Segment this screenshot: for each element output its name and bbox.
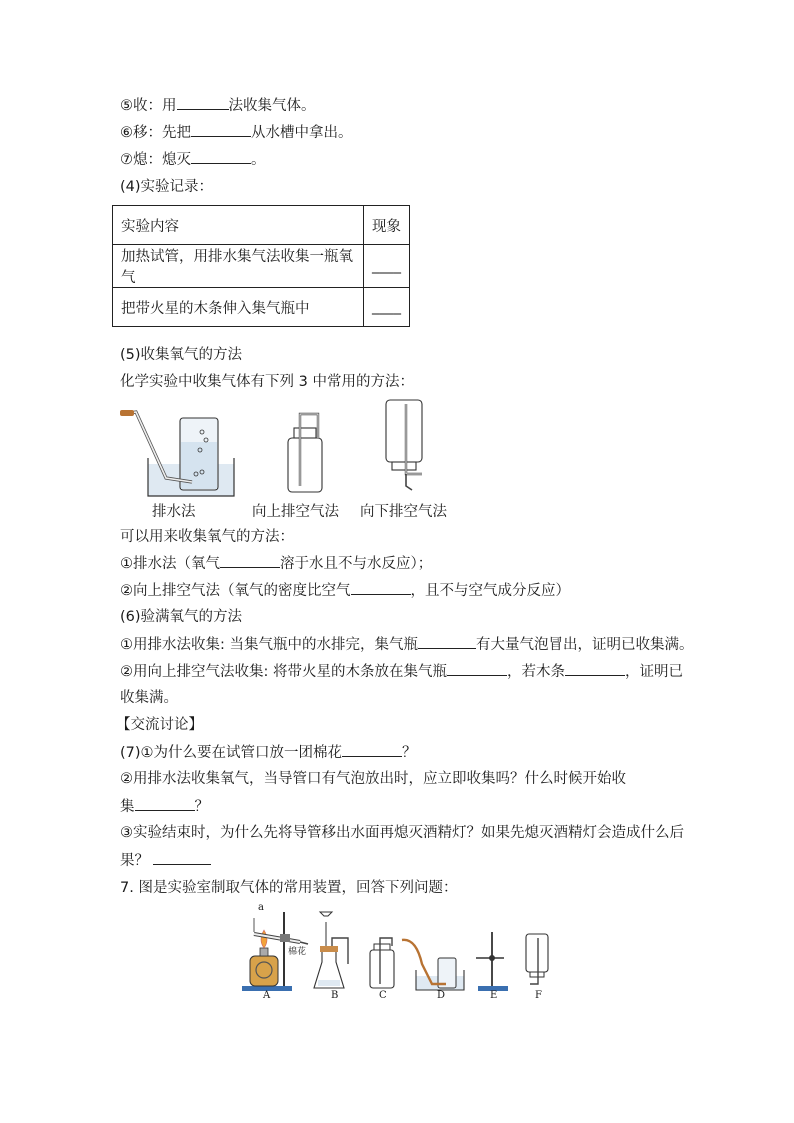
table-header: 现象 bbox=[364, 206, 410, 245]
methods-heading: (5)收集氧气的方法 bbox=[120, 347, 243, 363]
step-collect: ⑤收：用 法收集气体。 bbox=[120, 95, 316, 116]
answer-blank[interactable] bbox=[177, 95, 229, 110]
question-7-title: 7. 图是实验室制取气体的常用装置，回答下列问题： bbox=[120, 880, 458, 896]
step-move: ⑥移：先把 从水槽中拿出。 bbox=[120, 122, 353, 143]
downward-air-displacement-figure bbox=[378, 396, 428, 494]
table-row bbox=[113, 288, 410, 327]
step-extinguish: ⑦熄：熄灭 。 bbox=[120, 149, 266, 170]
methods-intro: 化学实验中收集气体有下列 3 中常用的方法： bbox=[120, 374, 414, 390]
apparatus-label: E bbox=[490, 990, 498, 1001]
answer-blank[interactable] bbox=[191, 122, 251, 137]
answer-blank[interactable] bbox=[153, 850, 211, 865]
answer-blank[interactable] bbox=[447, 661, 507, 676]
tube-label: a bbox=[258, 902, 264, 913]
question-2-continued: 集 ？ bbox=[120, 796, 209, 817]
table-cell-answer[interactable]: ____ bbox=[364, 245, 410, 288]
table-row bbox=[113, 245, 410, 288]
method-2: ②向上排空气法（氧气的密度比空气 ，且不与空气成分反应） bbox=[120, 580, 570, 601]
answer-blank[interactable] bbox=[220, 553, 280, 568]
answer-blank[interactable] bbox=[565, 661, 625, 676]
check-heading: (6)验满氧气的方法 bbox=[120, 609, 243, 625]
answer-blank[interactable] bbox=[351, 580, 411, 595]
figure-caption: 向上排空气法 bbox=[252, 504, 339, 520]
apparatus-label: D bbox=[437, 990, 446, 1001]
answer-blank[interactable] bbox=[342, 742, 402, 757]
question-3: ③实验结束时，为什么先将导管移出水面再熄灭酒精灯？如果先熄灭酒精灯会造成什么后 bbox=[120, 825, 684, 841]
question-2: ②用排水法收集氧气，当导管口有气泡放出时，应立即收集吗？什么时候开始收 bbox=[120, 771, 626, 787]
figure-caption: 向下排空气法 bbox=[360, 504, 447, 520]
usable-methods-intro: 可以用来收集氧气的方法： bbox=[120, 529, 294, 545]
apparatus-label: B bbox=[331, 990, 339, 1001]
upward-air-displacement-figure bbox=[278, 402, 328, 496]
check-2: ②用向上排空气法收集: 将带火星的木条放在集气瓶 ，若木条 ，证明已 bbox=[120, 661, 683, 682]
table-header: 实验内容 bbox=[113, 206, 364, 245]
question-3-continued: 果？ bbox=[120, 850, 211, 871]
answer-blank[interactable] bbox=[418, 634, 476, 649]
check-2-continued: 收集满。 bbox=[120, 690, 178, 706]
apparatus-label: C bbox=[379, 990, 387, 1001]
table-cell: 加热试管，用排水集气法收集一瓶氧气 bbox=[113, 245, 364, 288]
table-cell: 把带火星的木条伸入集气瓶中 bbox=[113, 288, 364, 327]
record-heading: (4)实验记录： bbox=[120, 179, 214, 195]
record-table bbox=[112, 205, 410, 327]
answer-blank[interactable] bbox=[191, 149, 251, 164]
answer-blank[interactable] bbox=[135, 796, 195, 811]
table-cell-answer[interactable]: ____ bbox=[364, 288, 410, 327]
method-1: ①排水法（氧气 溶于水且不与水反应）； bbox=[120, 553, 432, 574]
water-displacement-figure bbox=[118, 402, 242, 498]
table-header-row bbox=[113, 206, 410, 245]
check-1: ①用排水法收集: 当集气瓶中的水排完，集气瓶 有大量气泡冒出，证明已收集满。 bbox=[120, 634, 694, 655]
cotton-label: 棉花 bbox=[288, 947, 307, 957]
figure-caption: 排水法 bbox=[152, 504, 196, 520]
apparatus-label: A bbox=[263, 990, 271, 1001]
question-1: (7)①为什么要在试管口放一团棉花 ？ bbox=[120, 742, 417, 763]
apparatus-label: F bbox=[535, 990, 542, 1001]
discussion-heading: 【交流讨论】 bbox=[116, 717, 203, 733]
